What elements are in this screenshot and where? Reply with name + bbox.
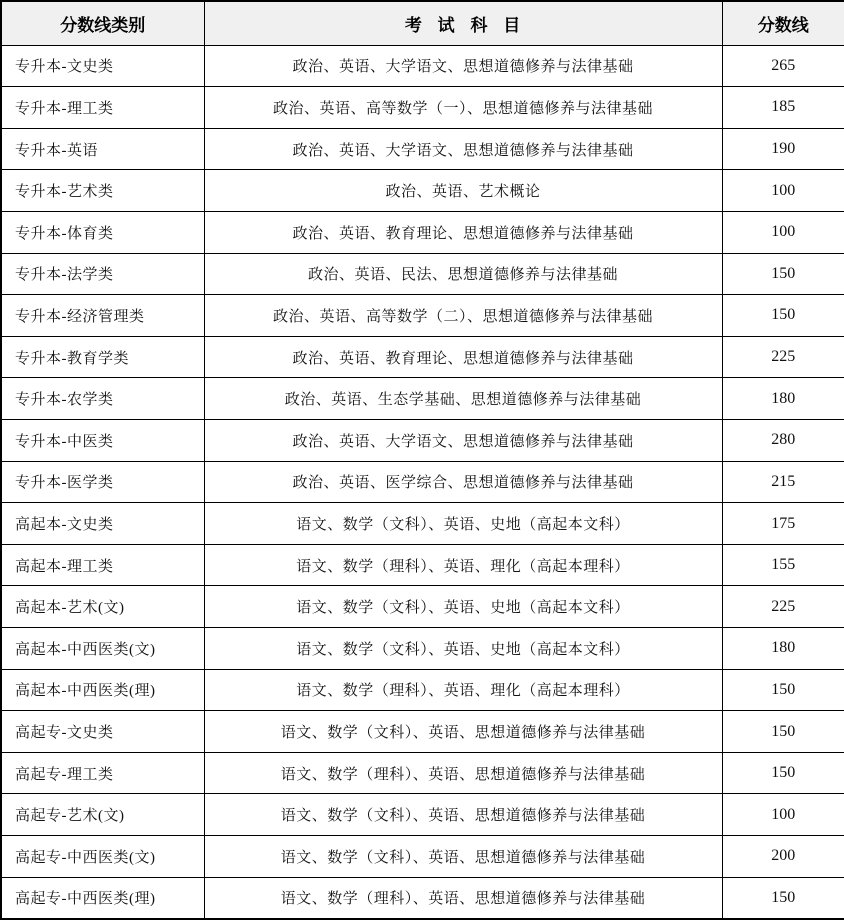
header-category: 分数线类别 xyxy=(1,1,204,45)
subjects-cell: 政治、英语、教育理论、思想道德修养与法律基础 xyxy=(204,336,722,378)
subjects-cell: 语文、数学（理科）、英语、思想道德修养与法律基础 xyxy=(204,877,722,919)
score-cell: 150 xyxy=(722,253,844,295)
table-row xyxy=(1,128,844,170)
subjects-cell: 政治、英语、大学语文、思想道德修养与法律基础 xyxy=(204,419,722,461)
table-row xyxy=(1,544,844,586)
score-cell: 150 xyxy=(722,669,844,711)
category-cell: 高起本-理工类 xyxy=(1,544,204,586)
table-row xyxy=(1,170,844,212)
score-cell: 175 xyxy=(722,503,844,545)
table-row xyxy=(1,45,844,87)
subjects-cell: 政治、英语、生态学基础、思想道德修养与法律基础 xyxy=(204,378,722,420)
table-header xyxy=(1,1,844,45)
subjects-cell: 语文、数学（文科）、英语、史地（高起本文科） xyxy=(204,586,722,628)
category-cell: 专升本-艺术类 xyxy=(1,170,204,212)
table-row xyxy=(1,336,844,378)
category-cell: 高起专-艺术(文) xyxy=(1,794,204,836)
score-cell: 180 xyxy=(722,628,844,670)
table-row xyxy=(1,877,844,919)
header-row xyxy=(1,1,844,45)
score-cell: 150 xyxy=(722,711,844,753)
subjects-cell: 语文、数学（理科）、英语、思想道德修养与法律基础 xyxy=(204,752,722,794)
subjects-cell: 政治、英语、高等数学（一）、思想道德修养与法律基础 xyxy=(204,87,722,129)
subjects-cell: 语文、数学（文科）、英语、思想道德修养与法律基础 xyxy=(204,794,722,836)
score-cell: 185 xyxy=(722,87,844,129)
category-cell: 专升本-英语 xyxy=(1,128,204,170)
subjects-cell: 语文、数学（文科）、英语、史地（高起本文科） xyxy=(204,503,722,545)
score-cell: 150 xyxy=(722,877,844,919)
category-cell: 专升本-理工类 xyxy=(1,87,204,129)
table-row xyxy=(1,253,844,295)
subjects-cell: 语文、数学（理科）、英语、理化（高起本理科） xyxy=(204,669,722,711)
table-row xyxy=(1,752,844,794)
table-row xyxy=(1,503,844,545)
table-row xyxy=(1,378,844,420)
score-cell: 225 xyxy=(722,586,844,628)
category-cell: 高起本-中西医类(文) xyxy=(1,628,204,670)
category-cell: 专升本-中医类 xyxy=(1,419,204,461)
table-row xyxy=(1,211,844,253)
category-cell: 高起本-文史类 xyxy=(1,503,204,545)
category-cell: 高起本-中西医类(理) xyxy=(1,669,204,711)
score-cell: 100 xyxy=(722,794,844,836)
category-cell: 专升本-文史类 xyxy=(1,45,204,87)
table-row xyxy=(1,419,844,461)
category-cell: 专升本-农学类 xyxy=(1,378,204,420)
subjects-cell: 语文、数学（文科）、英语、史地（高起本文科） xyxy=(204,628,722,670)
subjects-cell: 政治、英语、高等数学（二）、思想道德修养与法律基础 xyxy=(204,295,722,337)
category-cell: 专升本-医学类 xyxy=(1,461,204,503)
subjects-cell: 语文、数学（文科）、英语、思想道德修养与法律基础 xyxy=(204,711,722,753)
table-row xyxy=(1,794,844,836)
category-cell: 专升本-经济管理类 xyxy=(1,295,204,337)
table-row xyxy=(1,628,844,670)
score-cell: 200 xyxy=(722,836,844,878)
category-cell: 专升本-法学类 xyxy=(1,253,204,295)
table-row xyxy=(1,669,844,711)
header-score: 分数线 xyxy=(722,1,844,45)
table-row xyxy=(1,836,844,878)
score-cell: 265 xyxy=(722,45,844,87)
category-cell: 高起专-中西医类(理) xyxy=(1,877,204,919)
category-cell: 高起专-文史类 xyxy=(1,711,204,753)
table-row xyxy=(1,711,844,753)
score-cell: 100 xyxy=(722,211,844,253)
table-row xyxy=(1,295,844,337)
score-cell: 150 xyxy=(722,295,844,337)
score-cell: 180 xyxy=(722,378,844,420)
table-row xyxy=(1,586,844,628)
score-cell: 280 xyxy=(722,419,844,461)
subjects-cell: 政治、英语、医学综合、思想道德修养与法律基础 xyxy=(204,461,722,503)
header-subjects: 考 试 科 目 xyxy=(204,1,722,45)
subjects-cell: 政治、英语、民法、思想道德修养与法律基础 xyxy=(204,253,722,295)
table-row xyxy=(1,461,844,503)
score-cell: 225 xyxy=(722,336,844,378)
category-cell: 高起本-艺术(文) xyxy=(1,586,204,628)
subjects-cell: 政治、英语、艺术概论 xyxy=(204,170,722,212)
score-cell: 150 xyxy=(722,752,844,794)
table-row xyxy=(1,87,844,129)
category-cell: 高起专-中西医类(文) xyxy=(1,836,204,878)
category-cell: 专升本-体育类 xyxy=(1,211,204,253)
subjects-cell: 政治、英语、教育理论、思想道德修养与法律基础 xyxy=(204,211,722,253)
category-cell: 专升本-教育学类 xyxy=(1,336,204,378)
score-cell: 215 xyxy=(722,461,844,503)
subjects-cell: 语文、数学（文科）、英语、思想道德修养与法律基础 xyxy=(204,836,722,878)
category-cell: 高起专-理工类 xyxy=(1,752,204,794)
table-body xyxy=(1,45,844,919)
subjects-cell: 政治、英语、大学语文、思想道德修养与法律基础 xyxy=(204,128,722,170)
score-cell: 155 xyxy=(722,544,844,586)
score-cell: 100 xyxy=(722,170,844,212)
subjects-cell: 语文、数学（理科）、英语、理化（高起本理科） xyxy=(204,544,722,586)
subjects-cell: 政治、英语、大学语文、思想道德修养与法律基础 xyxy=(204,45,722,87)
score-cell: 190 xyxy=(722,128,844,170)
